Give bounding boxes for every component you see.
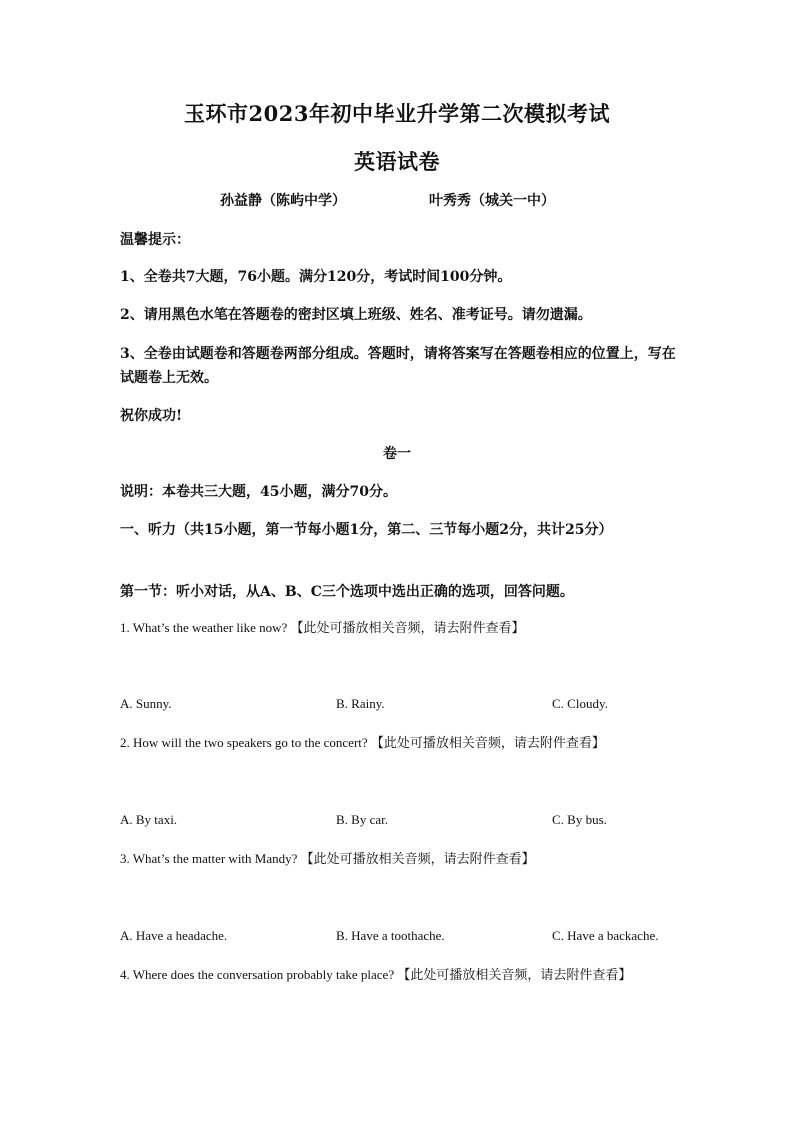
question-text: 1. What’s the weather like now? xyxy=(120,620,288,635)
section-note: 说明：本卷共三大题，45小题，满分70分。 xyxy=(120,484,397,500)
option-a: A. By taxi. xyxy=(120,812,178,827)
question-text: 2. How will the two speakers go to the concert? xyxy=(120,735,368,750)
audio-link[interactable]: 【此处可播放相关音频，请去附件查看】 xyxy=(290,621,525,636)
tip-1: 1、全卷共7大题，76小题。满分120分，考试时间100分钟。 xyxy=(120,269,512,285)
option-c: C. By bus. xyxy=(552,812,607,827)
tips-heading: 温馨提示： xyxy=(120,232,190,248)
subsection-1-heading: 第一节：听小对话，从A、B、C三个选项中选出正确的选项，回答问题。 xyxy=(120,584,574,600)
option-b: B. Have a toothache. xyxy=(336,928,445,943)
option-c: C. Cloudy. xyxy=(552,696,608,711)
tip-2: 2、请用黑色水笔在答题卷的密封区填上班级、姓名、准考证号。请勿遗漏。 xyxy=(120,307,592,323)
part-1-heading: 一、听力（共15小题，第一节每小题1分，第二、三节每小题2分，共计25分） xyxy=(120,522,613,538)
option-a: A. Sunny. xyxy=(120,696,172,711)
question-text: 3. What’s the matter with Mandy? xyxy=(120,851,298,866)
tip-3: 3、全卷由试题卷和答题卷两部分组成。答题时，请将答案写在答题卷相应的位置上，写在试题卷上无效。 xyxy=(120,346,676,386)
exam-title: 玉环市2023年初中毕业升学第二次模拟考试 xyxy=(184,101,610,126)
volume-heading: 卷一 xyxy=(383,446,411,462)
option-c: C. Have a backache. xyxy=(552,928,659,943)
audio-link[interactable]: 【此处可播放相关音频，请去附件查看】 xyxy=(397,968,632,983)
question-2 xyxy=(120,734,700,753)
question-1 xyxy=(120,619,700,638)
question-3 xyxy=(120,850,700,869)
audio-link[interactable]: 【此处可播放相关音频，请去附件查看】 xyxy=(370,736,605,751)
author-2: 叶秀秀（城关一中） xyxy=(429,193,555,209)
author-1: 孙益静（陈屿中学） xyxy=(220,193,346,209)
question-text: 4. Where does the conversation probably take place? xyxy=(120,967,395,982)
option-b: B. By car. xyxy=(336,812,388,827)
question-4 xyxy=(120,966,700,985)
option-a: A. Have a headache. xyxy=(120,928,228,943)
audio-link[interactable]: 【此处可播放相关音频，请去附件查看】 xyxy=(300,852,535,867)
option-b: B. Rainy. xyxy=(336,696,385,711)
exam-subtitle: 英语试卷 xyxy=(354,149,440,174)
good-luck: 祝你成功! xyxy=(120,408,183,424)
